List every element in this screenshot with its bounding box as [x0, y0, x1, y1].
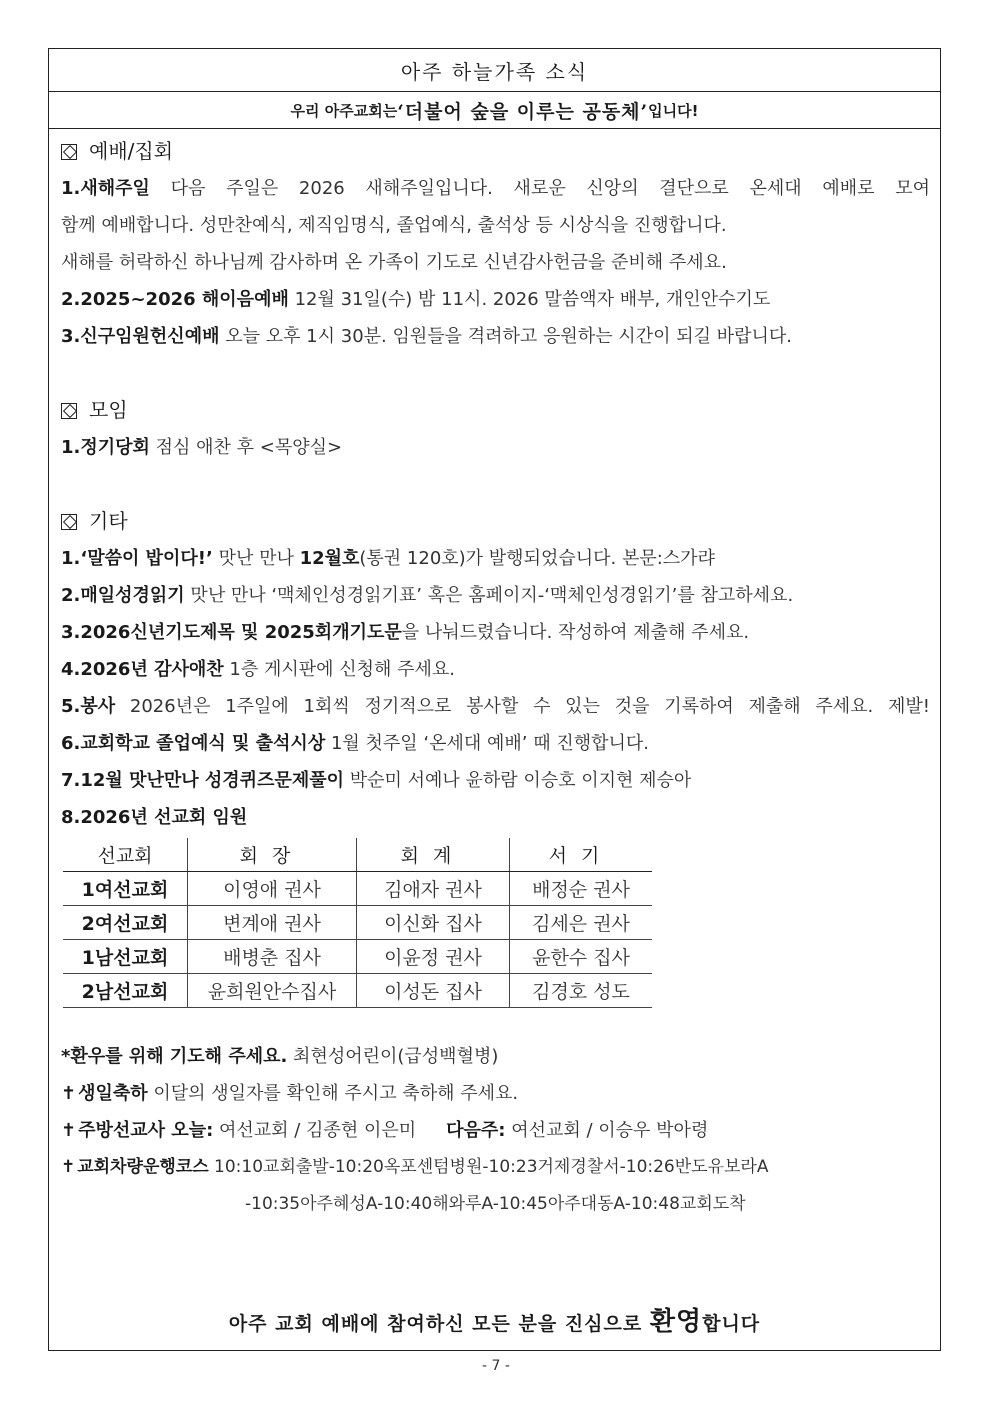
etc-line-3 — [61, 614, 930, 651]
etc-line-5 — [61, 688, 930, 725]
birthday-notice — [61, 1075, 930, 1112]
worship-line-2 — [61, 207, 930, 244]
item-text: 맛난 만나 — [212, 548, 300, 569]
cross-icon: ✝ — [61, 1157, 76, 1177]
item-label: 5.봉사 — [61, 696, 116, 717]
item-text: 점심 애찬 후 <목양실> — [149, 437, 343, 458]
table-cell: 김애자 권사 — [357, 872, 510, 906]
item-label: 생일축하 — [78, 1083, 148, 1104]
item-text: 을 나눠드렸습니다. 작성하여 제출해 주세요. — [401, 622, 750, 643]
table-header-row — [63, 838, 652, 872]
column-header: 선교회 — [63, 838, 188, 872]
section-title: 예배/집회 — [89, 139, 174, 163]
item-label: 다음주: — [446, 1120, 506, 1141]
subheader — [49, 92, 940, 129]
section-etc — [61, 503, 930, 540]
item-label: 1.‘말씀이 밥이다!’ — [61, 548, 213, 569]
section-title: 기타 — [89, 509, 128, 533]
item-label: 주방선교사 오늘: — [78, 1120, 214, 1141]
table-cell: 김세은 권사 — [510, 906, 653, 940]
table-cell: 윤한수 집사 — [510, 940, 653, 974]
table-cell: 2남선교회 — [63, 974, 188, 1008]
item-text: 오늘 오후 1시 30분. 임원들을 격려하고 응원하는 시간이 되길 바랍니다. — [219, 326, 792, 347]
column-header: 서기 — [510, 838, 653, 872]
table-cell: 배정순 권사 — [510, 872, 653, 906]
item-text: (통권 120호)가 발행되었습니다. 본문:스가랴 — [359, 548, 715, 569]
table-cell: 이신화 집사 — [357, 906, 510, 940]
column-header: 회계 — [357, 838, 510, 872]
item-label: 3.2026신년기도제목 및 2025회개기도문 — [61, 622, 402, 643]
table-cell: 2여선교회 — [63, 906, 188, 940]
item-label: 8.2026년 선교회 임원 — [61, 807, 248, 828]
prayer-notice — [61, 1038, 930, 1075]
page-title-text: 아주 하늘가족 소식 — [400, 59, 589, 84]
item-text: -10:35아주혜성A-10:40해와루A-10:45아주대동A-10:48교회도착 — [245, 1194, 746, 1214]
item-label: 3.신구임원헌신예배 — [61, 326, 220, 347]
etc-line-1 — [61, 540, 930, 577]
section-title: 모임 — [89, 398, 128, 422]
worship-line-4 — [61, 281, 930, 318]
diamond-box-icon — [61, 514, 77, 530]
item-text: 여선교회 / 김종현 이은미 — [213, 1120, 417, 1141]
item-label: *환우를 위해 기도해 주세요. — [61, 1046, 288, 1067]
subheader-suffix: 입니다! — [648, 101, 699, 120]
worship-line-3 — [61, 244, 930, 281]
item-text: 1월 첫주일 ‘온세대 예배’ 때 진행합니다. — [325, 733, 649, 754]
item-label: 6.교회학교 졸업예식 및 출석시상 — [61, 733, 326, 754]
diamond-box-icon — [61, 403, 77, 419]
meeting-line-1 — [61, 429, 930, 466]
item-text: 여선교회 / 이승우 박아령 — [505, 1120, 709, 1141]
table-row — [63, 872, 652, 906]
etc-line-6 — [61, 725, 930, 762]
content — [49, 129, 940, 1223]
officers-table — [63, 838, 652, 1008]
item-text: 이달의 생일자를 확인해 주시고 축하해 주세요. — [147, 1083, 519, 1104]
section-meeting — [61, 392, 930, 429]
worship-line-5 — [61, 318, 930, 355]
table-row — [63, 974, 652, 1008]
item-label: 1.정기당회 — [61, 437, 150, 458]
table-cell: 김경호 성도 — [510, 974, 653, 1008]
item-label: 4.2026년 감사애찬 — [61, 659, 224, 680]
item-text: 박순미 서예나 윤하람 이승호 이지현 제승아 — [344, 770, 692, 791]
subheader-prefix: 우리 아주교회는 — [290, 101, 398, 120]
item-text: 새해를 허락하신 하나님께 감사하며 온 가족이 기도로 신년감사헌금을 준비해 주세요. — [61, 252, 727, 273]
item-text: 최현성어린이(급성백혈병) — [287, 1046, 499, 1067]
item-text: 12월 31일(수) 밤 11시. 2026 말씀액자 배부, 개인안수기도 — [288, 289, 771, 310]
table-row — [63, 940, 652, 974]
footer-text: 아주 교회 예배에 참여하신 모든 분을 진심으로 — [228, 1313, 650, 1335]
item-label: 2.2025~2026 해이음예배 — [61, 289, 289, 310]
vehicle-notice — [61, 1149, 930, 1186]
item-text: 다음 주일은 2026 새해주일입니다. 새로운 신앙의 결단으로 온세대 예배로 모여 — [149, 178, 930, 199]
item-text: 함께 예배합니다. 성만찬예식, 제직임명식, 졸업예식, 출석상 등 시상식을 진행합니다. — [61, 215, 727, 236]
cross-icon: ✝ — [61, 1083, 77, 1104]
page-number: - 7 - — [482, 1358, 510, 1374]
missionary-notice — [61, 1112, 930, 1149]
etc-line-8 — [61, 799, 930, 836]
column-header: 회장 — [188, 838, 357, 872]
worship-line-1 — [61, 170, 930, 207]
table-cell: 이성돈 집사 — [357, 974, 510, 1008]
table-row — [63, 906, 652, 940]
item-label: 12월호 — [299, 548, 360, 569]
newsletter-frame — [48, 48, 941, 1351]
item-label: 2.매일성경읽기 — [61, 585, 185, 606]
item-text: 맛난 만나 ‘맥체인성경읽기표’ 혹은 홈페이지-‘맥체인성경읽기’를 참고하세요. — [184, 585, 794, 606]
diamond-box-icon — [61, 144, 77, 160]
item-text: 2026년은 1주일에 1회씩 정기적으로 봉사할 수 있는 것을 기록하여 제출해 주세요. 제발! — [115, 696, 930, 717]
section-worship — [61, 133, 930, 170]
page-title — [49, 49, 940, 92]
item-label: 7.12월 맛난만나 성경퀴즈문제풀이 — [61, 770, 344, 791]
item-text: 10:10교회출발-10:20옥포센텀병원-10:23거제경찰서-10:26반도유보라A — [208, 1157, 769, 1177]
vehicle-notice-cont — [61, 1186, 930, 1223]
table-cell: 이영애 권사 — [188, 872, 357, 906]
footer-text: 합니다 — [702, 1313, 761, 1335]
subheader-quote: ‘더불어 숲을 이루는 공동체’ — [397, 100, 649, 123]
table-cell: 1남선교회 — [63, 940, 188, 974]
etc-line-4 — [61, 651, 930, 688]
item-text: 1층 게시판에 신청해 주세요. — [223, 659, 455, 680]
item-label: 1.새해주일 — [61, 178, 150, 199]
welcome-footer — [49, 1301, 940, 1338]
item-label: 교회차량운행코스 — [77, 1157, 209, 1177]
etc-line-2 — [61, 577, 930, 614]
footer-highlight: 환영 — [649, 1307, 703, 1337]
table-cell: 이윤정 권사 — [357, 940, 510, 974]
table-cell: 배병춘 집사 — [188, 940, 357, 974]
etc-line-7 — [61, 762, 930, 799]
cross-icon: ✝ — [61, 1120, 77, 1141]
table-cell: 변계애 권사 — [188, 906, 357, 940]
table-cell: 윤희원안수집사 — [188, 974, 357, 1008]
table-cell: 1여선교회 — [63, 872, 188, 906]
